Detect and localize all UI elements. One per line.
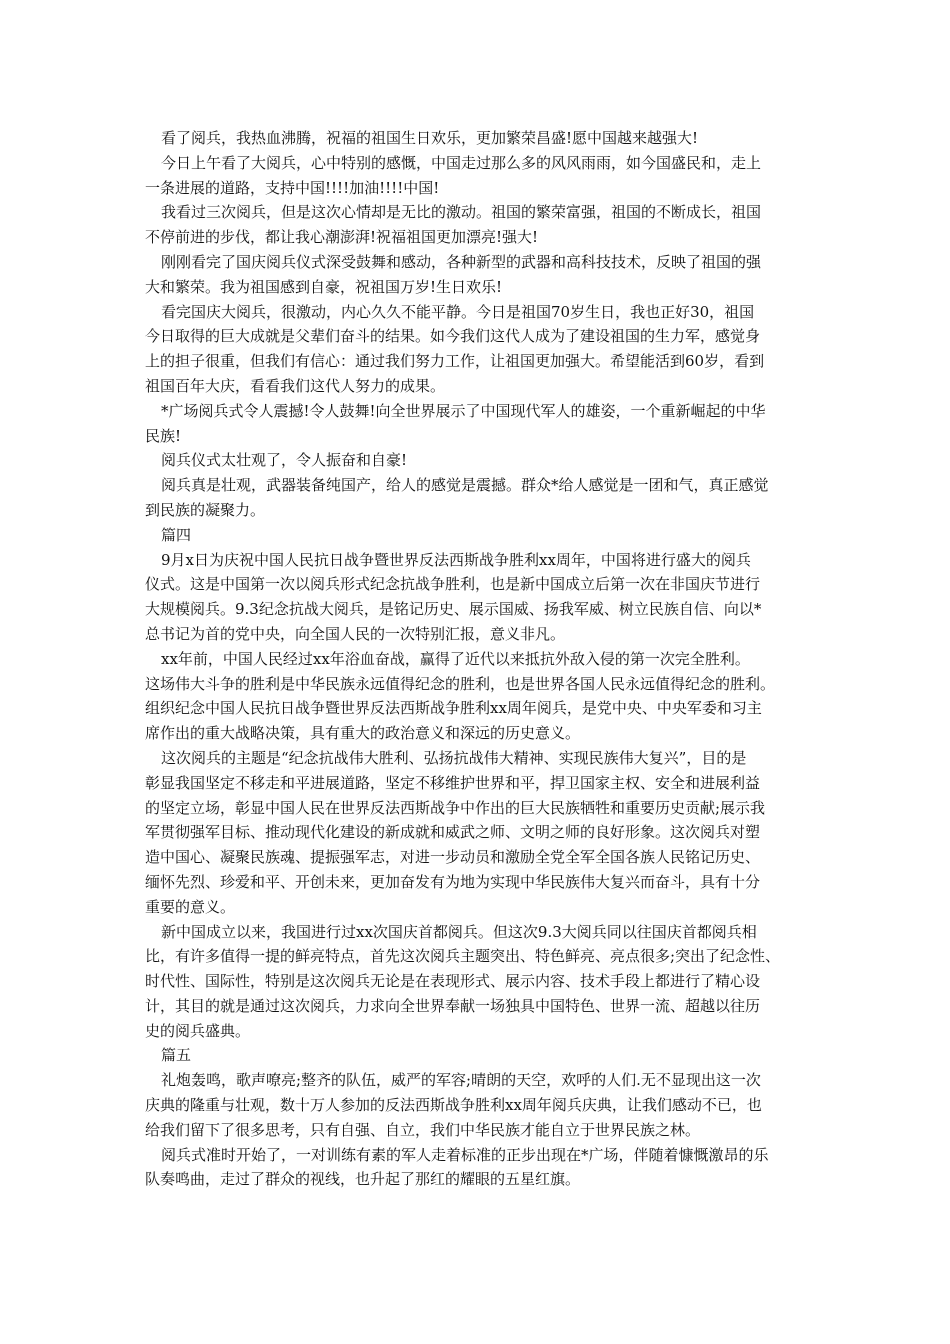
text-line: 篇四 [161, 525, 192, 544]
text-line: 缅怀先烈、珍爱和平、开创未来，更加奋发有为地为实现中华民族伟大复兴而奋斗，具有十分 [145, 872, 761, 891]
text-line: *广场阅兵式令人震撼!令人鼓舞!向全世界展示了中国现代军人的雄姿，一个重新崛起的中华 [161, 401, 766, 420]
text-line: 到民族的凝聚力。 [145, 500, 266, 519]
text-line: xx年前，中国人民经过xx年浴血奋战，赢得了近代以来抵抗外敌入侵的第一次完全胜利。 [161, 649, 750, 668]
text-line: 刚刚看完了国庆阅兵仪式深受鼓舞和感动，各种新型的武器和高科技技术，反映了祖国的强 [161, 252, 762, 271]
text-line: 彰显我国坚定不移走和平进展道路，坚定不移维护世界和平，捍卫国家主权、安全和进展利益 [145, 773, 761, 792]
text-line: 篇五 [161, 1046, 192, 1065]
text-line: 不停前进的步伐，都让我心潮澎湃!祝福祖国更加漂亮!强大! [145, 228, 539, 247]
text-line: 一条进展的道路，支持中国!!!!加油!!!!中国! [145, 178, 440, 197]
text-line: 席作出的重大战略决策，具有重大的政治意义和深远的历史意义。 [145, 724, 581, 743]
text-line: 看完国庆大阅兵，很激动，内心久久不能平静。今日是祖国70岁生日，我也正好30，祖国 [161, 302, 755, 321]
text-line: 阅兵式准时开始了，一对训练有素的军人走着标准的正步出现在*广场，伴随着慷慨激昂的乐 [161, 1145, 769, 1164]
text-line: 阅兵仪式太壮观了，令人振奋和自豪! [161, 451, 408, 470]
text-line: 今日上午看了大阅兵，心中特别的感慨，中国走过那么多的风风雨雨，如今国盛民和，走上 [161, 153, 762, 172]
text-line: 时代性、国际性，特别是这次阅兵无论是在表现形式、展示内容、技术手段上都进行了精心设 [145, 972, 761, 991]
text-line: 这场伟大斗争的胜利是中华民族永远值得纪念的胜利，也是世界各国人民永远值得纪念的胜利。 [145, 674, 776, 693]
text-line: 仪式。这是中国第一次以阅兵形式纪念抗战争胜利，也是新中国成立后第一次在非国庆节进行 [145, 575, 761, 594]
text-line: 看了阅兵，我热血沸腾，祝福的祖国生日欢乐，更加繁荣昌盛!愿中国越来越强大! [161, 129, 699, 147]
text-line: 大和繁荣。我为祖国感到自豪，祝祖国万岁!生日欢乐! [145, 277, 503, 296]
text-line: 礼炮轰鸣，歌声嘹亮;整齐的队伍，威严的军容;晴朗的天空，欢呼的人们.无不显现出这一次 [161, 1071, 761, 1090]
text-line: 我看过三次阅兵，但是这次心情却是无比的激动。祖国的繁荣富强，祖国的不断成长，祖国 [161, 203, 762, 222]
text-line: 造中国心、凝聚民族魂、提振强军志，对进一步动员和激励全党全军全国各族人民铭记历史、 [145, 848, 761, 867]
text-line: 新中国成立以来，我国进行过xx次国庆首都阅兵。但这次9.3大阅兵同以往国庆首都阅兵相 [161, 922, 757, 941]
text-line: 的坚定立场，彰显中国人民在世界反法西斯战争中作出的巨大民族牺牲和重要历史贡献;展示我 [145, 798, 766, 817]
text-line: 队奏鸣曲，走过了群众的视线，也升起了那红的耀眼的五星红旗。 [145, 1170, 581, 1189]
text-line: 阅兵真是壮观，武器装备纯国产，给人的感觉是震撼。群众*给人感觉是一团和气，真正感觉 [161, 476, 769, 495]
text-line: 给我们留下了很多思考，只有自强、自立，我们中华民族才能自立于世界民族之林。 [145, 1120, 701, 1139]
text-line: 庆典的隆重与壮观，数十万人参加的反法西斯战争胜利xx周年阅兵庆典，让我们感动不已，也 [145, 1096, 762, 1115]
text-line: 大规模阅兵。9.3纪念抗战大阅兵，是铭记历史、展示国威、扬我军威、树立民族自信、向以* [145, 600, 762, 619]
text-line: 祖国百年大庆，看看我们这代人努力的成果。 [145, 376, 446, 395]
text-line: 计，其目的就是通过这次阅兵，力求向全世界奉献一场独具中国特色、世界一流、超越以往历 [145, 996, 761, 1015]
text-line: 上的担子很重，但我们有信心：通过我们努力工作，让祖国更加强大。希望能活到60岁，看到 [145, 352, 765, 371]
text-line: 重要的意义。 [145, 897, 236, 916]
text-line: 军贯彻强军目标、推动现代化建设的新成就和威武之师、文明之师的良好形象。这次阅兵对塑 [145, 823, 761, 842]
text-line: 总书记为首的党中央，向全国人民的一次特别汇报，意义非凡。 [145, 624, 566, 643]
text-line: 比，有许多值得一提的鲜亮特点，首先这次阅兵主题突出、特色鲜亮、亮点很多;突出了纪念性、 [145, 947, 781, 966]
text-line: 今日取得的巨大成就是父辈们奋斗的结果。如今我们这代人成为了建设祖国的生力军，感觉身 [145, 327, 761, 346]
text-line: 这次阅兵的主题是“纪念抗战伟大胜利、弘扬抗战伟大精神、实现民族伟大复兴”，目的是 [161, 748, 747, 767]
text-line: 9月x日为庆祝中国人民抗日战争暨世界反法西斯战争胜利xx周年，中国将进行盛大的阅兵 [161, 550, 751, 569]
text-line: 民族! [145, 426, 182, 445]
document-page [145, 126, 815, 1192]
text-line: 史的阅兵盛典。 [145, 1021, 251, 1040]
text-line: 组织纪念中国人民抗日战争暨世界反法西斯战争胜利xx周年阅兵，是党中央、中央军委和习主 [145, 699, 762, 718]
